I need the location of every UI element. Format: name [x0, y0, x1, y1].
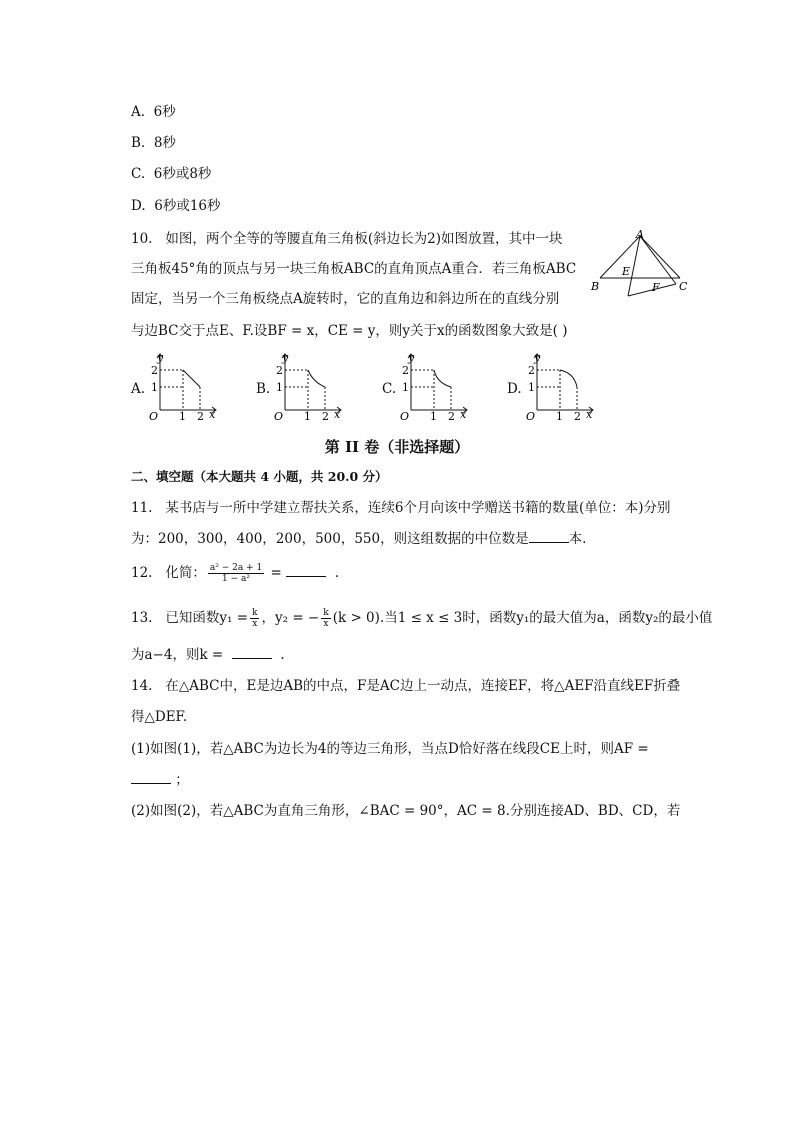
q11-text-pre: 为：200，300，400，200，500，550，则这组数据的中位数是	[131, 531, 529, 547]
q13-post: (k > 0).当1 ≤ x ≤ 3时，函数y₁的最大值为a，函数y₂的最小值	[332, 610, 713, 626]
graph-option-b	[271, 350, 347, 422]
q11-line1	[131, 499, 670, 517]
q13-frac1-den: x	[252, 619, 258, 629]
graph-option-d	[523, 350, 599, 422]
graph-option-a	[146, 350, 222, 422]
y-tick-2: 2	[151, 364, 158, 377]
point-label-e: E	[622, 265, 631, 278]
graph-option-label-a: A.	[131, 381, 146, 397]
option-label: A.	[131, 104, 146, 120]
y-tick-1: 1	[276, 381, 283, 394]
origin-label: O	[526, 410, 536, 422]
option-c	[131, 165, 211, 183]
q14-line2: 得△DEF.	[131, 709, 188, 725]
question-number: 13.	[131, 610, 153, 626]
q12-equals: =	[270, 565, 282, 581]
q10-line1	[131, 230, 562, 248]
graph-option-label-c: C.	[382, 381, 397, 397]
q13-line2-end: .	[280, 647, 285, 663]
q13-line2	[131, 646, 285, 664]
q13-frac2-num: k	[323, 608, 329, 618]
x-tick-2: 2	[197, 410, 204, 422]
q11-line2	[131, 530, 586, 548]
q11-text-post: 本.	[568, 531, 587, 547]
q13-line1	[131, 608, 712, 629]
answer-blank[interactable]	[529, 530, 569, 543]
question-number: 14.	[131, 678, 153, 694]
x-tick-1: 1	[304, 410, 311, 422]
q13-line2-pre: 为a−4，则k =	[131, 647, 224, 663]
y-tick-2: 2	[402, 364, 409, 377]
x-tick-2: 2	[448, 410, 455, 422]
y-tick-2: 2	[276, 364, 283, 377]
q14-line4-end: ；	[175, 772, 189, 788]
option-label: B.	[131, 135, 146, 151]
section-title: 二、填空题（本大题共 4 小题，共 20.0 分）	[131, 469, 388, 484]
y-tick-1: 1	[151, 381, 158, 394]
point-label-b: B	[591, 280, 600, 293]
answer-blank[interactable]	[286, 564, 326, 577]
q10-text: 如图，两个全等的等腰直角三角板(斜边长为2)如图放置，其中一块	[165, 231, 563, 247]
x-axis-label: x	[460, 408, 467, 421]
answer-blank[interactable]	[131, 771, 171, 784]
q14-text: 在△ABC中，E是边AB的中点，F是AC边上一动点，连接EF，将△AEF沿直线EF折叠	[165, 678, 681, 694]
q12-numerator: a² − 2a + 1	[209, 563, 263, 573]
x-axis-label: x	[209, 408, 216, 421]
q11-text: 某书店与一所中学建立帮扶关系，连续6个月向该中学赠送书籍的数量(单位：本)分别	[165, 500, 671, 516]
q13-frac1-num: k	[252, 608, 258, 618]
question-number: 12.	[131, 565, 153, 581]
q10-line2: 三角板45°角的顶点与另一块三角板ABC的直角顶点A重合．若三角板ABC	[131, 261, 577, 277]
origin-label: O	[149, 410, 159, 422]
x-axis-label: x	[334, 408, 341, 421]
option-b	[131, 134, 176, 152]
q13-fraction-1	[250, 608, 259, 629]
option-text: 6秒或8秒	[153, 166, 212, 182]
q12-fraction	[208, 563, 264, 584]
option-text: 6秒或16秒	[154, 198, 221, 214]
q10-line4: 与边BC交于点E、F.设BF = x，CE = y，则y关于x的函数图象大致是( )	[131, 323, 568, 339]
graph-option-label-d: D.	[507, 381, 522, 397]
y-axis-label: y	[282, 351, 289, 364]
q14-line5: (2)如图(2)，若△ABC为直角三角形，∠BAC = 90°，AC = 8.分别连接AD、BD、CD，若	[131, 803, 681, 819]
volume-title: 第 II 卷（非选择题）	[324, 438, 470, 456]
y-axis-label: y	[157, 351, 164, 364]
graph-option-c	[397, 350, 473, 422]
y-axis-label: y	[408, 351, 415, 364]
x-axis-label: x	[586, 408, 593, 421]
question-number: 10.	[131, 231, 153, 247]
graph-option-label-b: B.	[256, 381, 271, 397]
point-label-c: C	[679, 280, 688, 293]
y-tick-2: 2	[528, 364, 535, 377]
y-tick-1: 1	[528, 381, 535, 394]
option-text: 6秒	[153, 104, 176, 120]
option-label: C.	[131, 166, 146, 182]
origin-label: O	[274, 410, 284, 422]
origin-label: O	[400, 410, 410, 422]
q12-end: .	[334, 565, 339, 581]
q12-prefix: 化简：	[165, 565, 206, 581]
answer-blank[interactable]	[232, 646, 272, 659]
triangle-figure	[588, 226, 696, 302]
y-tick-1: 1	[402, 381, 409, 394]
point-label-f: F	[652, 281, 660, 294]
q12-denominator: 1 − a²	[222, 574, 250, 584]
q13-pre: 已知函数y₁ =	[165, 610, 249, 626]
option-a	[131, 103, 176, 121]
question-number: 11.	[131, 500, 153, 516]
x-tick-1: 1	[179, 410, 186, 422]
q13-fraction-2	[321, 608, 330, 629]
x-tick-1: 1	[556, 410, 563, 422]
x-tick-2: 2	[322, 410, 329, 422]
option-text: 8秒	[153, 135, 176, 151]
q13-frac2-den: x	[323, 619, 329, 629]
q14-line4	[131, 771, 189, 789]
x-tick-1: 1	[430, 410, 437, 422]
q14-line3: (1)如图(1)，若△ABC为边长为4的等边三角形，当点D恰好落在线段CE上时，则AF =	[131, 741, 649, 757]
q13-mid: ，y₂ = −	[261, 610, 320, 626]
q10-line3: 固定，当另一个三角板绕点A旋转时，它的直角边和斜边所在的直线分别	[131, 291, 560, 307]
q14-line1	[131, 677, 680, 695]
option-label: D.	[131, 198, 146, 214]
q12-line	[131, 563, 339, 584]
point-label-a: A	[636, 228, 644, 241]
x-tick-2: 2	[574, 410, 581, 422]
y-axis-label: y	[534, 351, 541, 364]
option-d	[131, 197, 221, 215]
